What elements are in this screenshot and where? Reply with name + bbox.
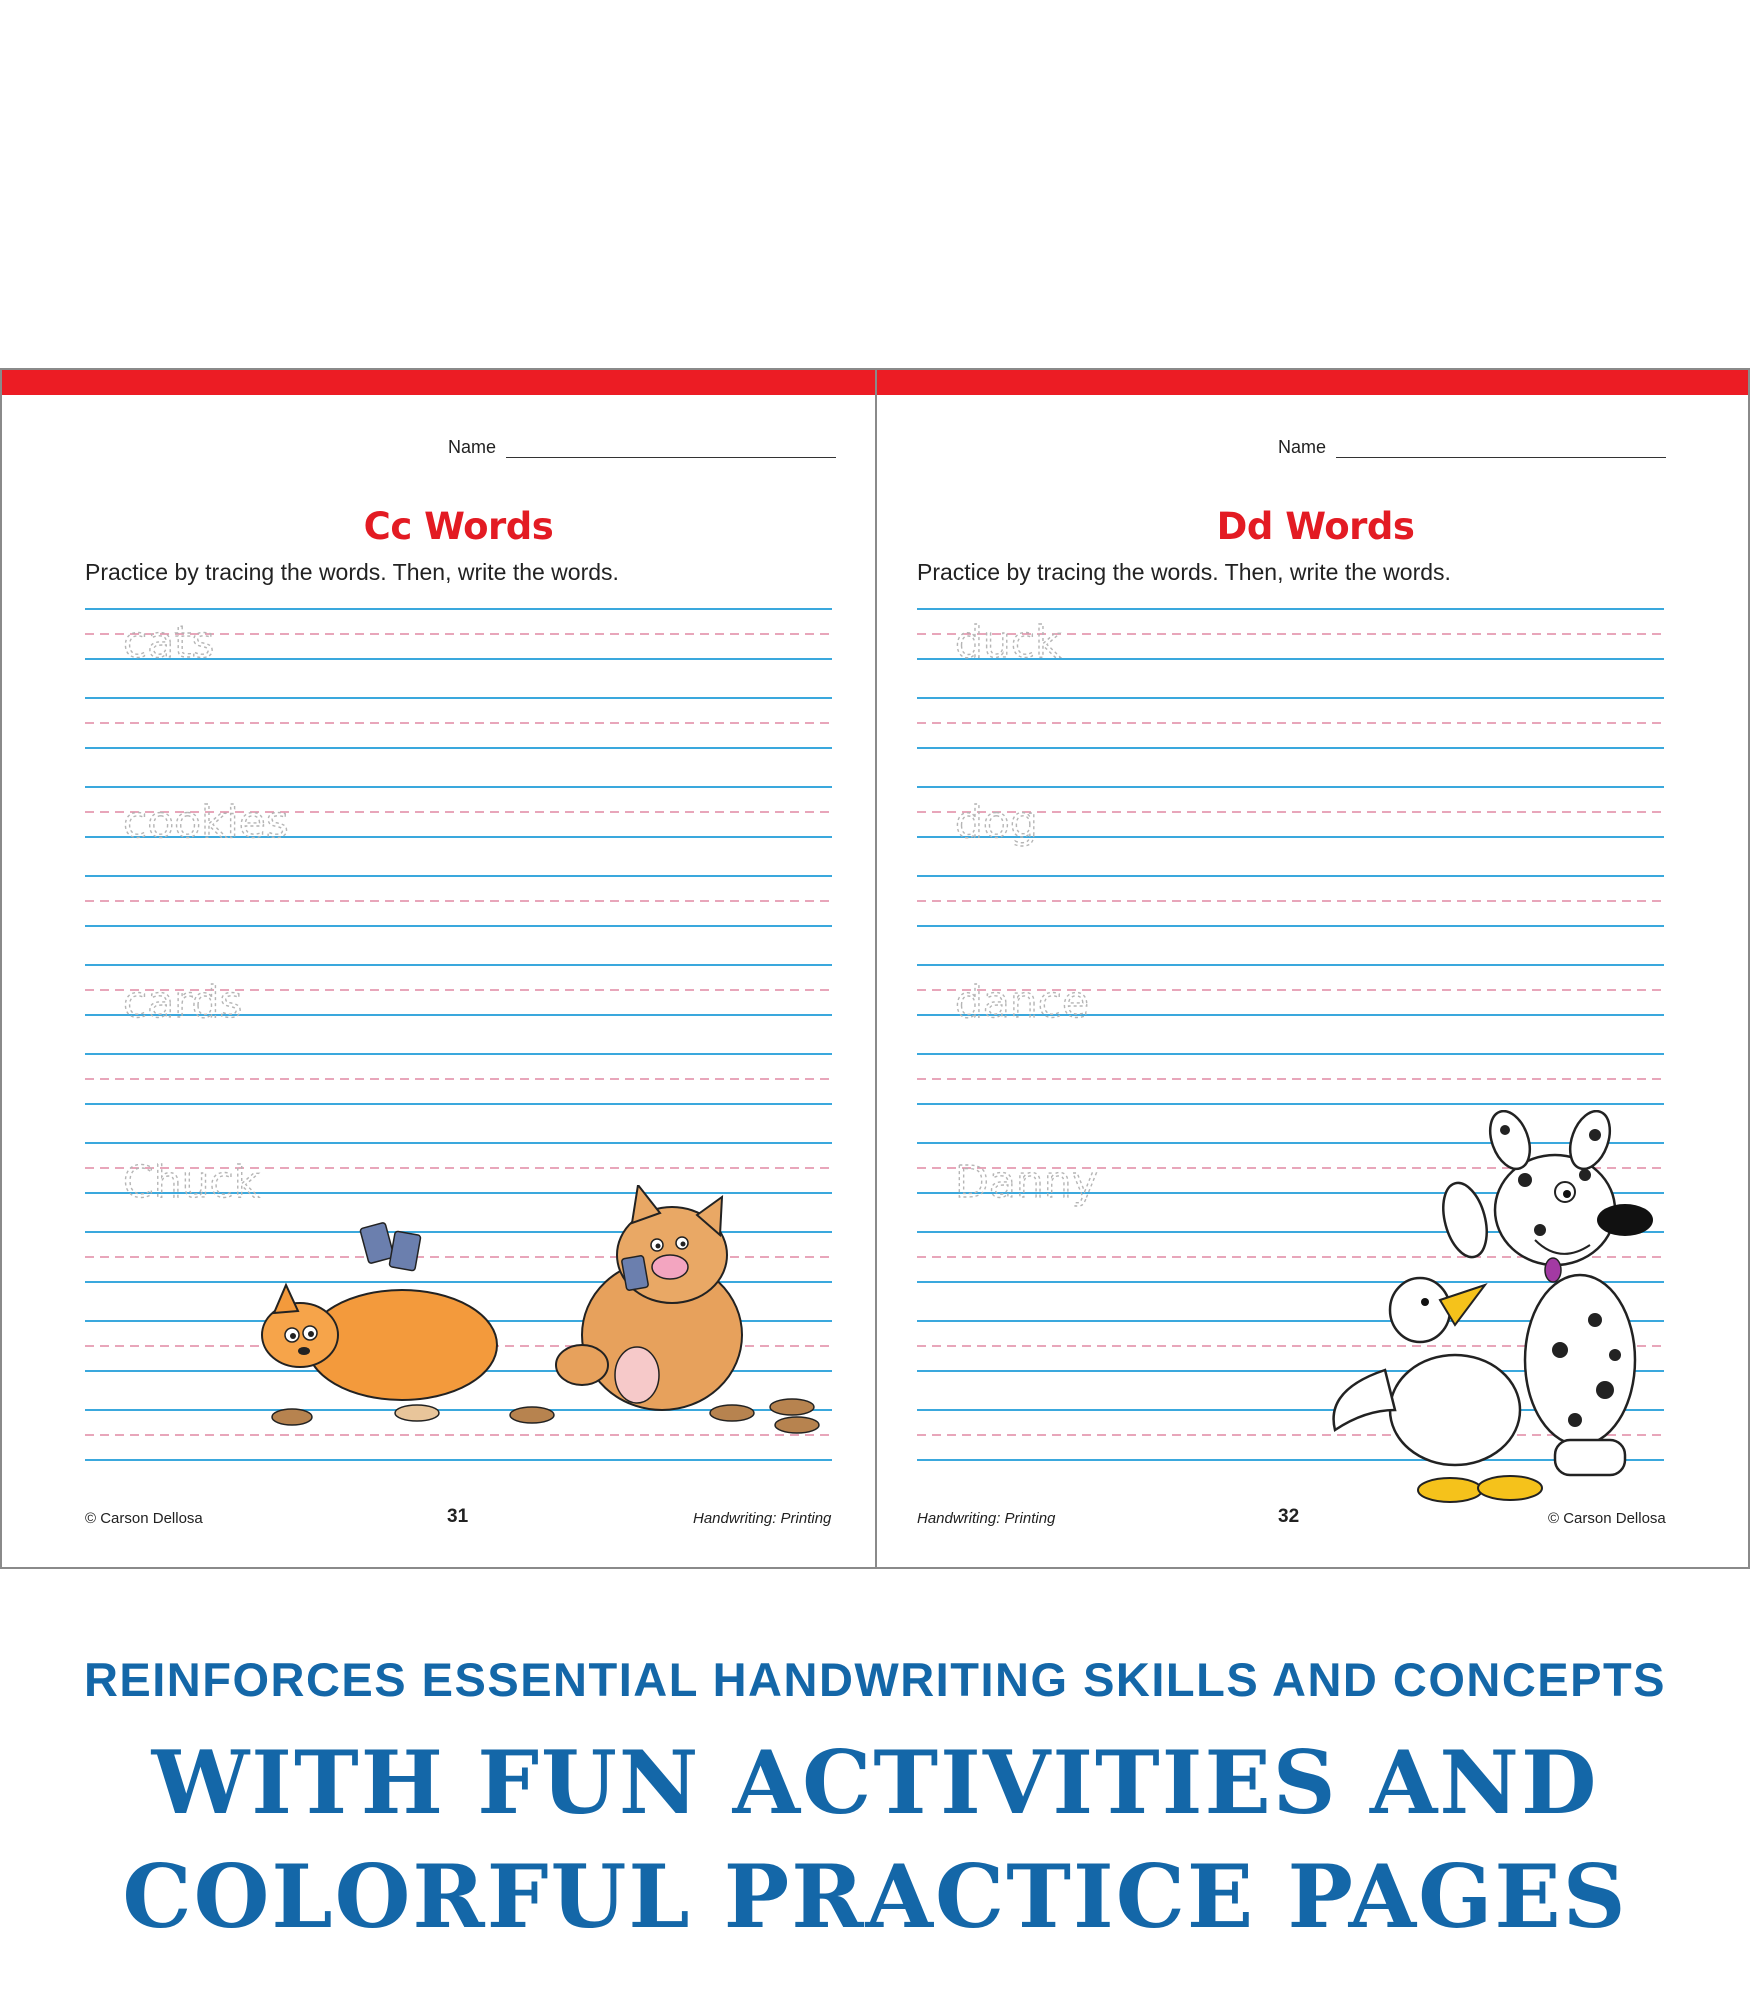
dog-and-duck-dancing-icon bbox=[1325, 1110, 1655, 1510]
footer-copyright: © Carson Dellosa bbox=[1548, 1510, 1666, 1527]
name-label: Name bbox=[448, 437, 497, 457]
trace-word: dance bbox=[955, 977, 1090, 1028]
page-number: 32 bbox=[1278, 1506, 1300, 1527]
name-field bbox=[448, 437, 836, 458]
trace-word: cards bbox=[123, 977, 243, 1028]
page-right bbox=[877, 395, 1750, 1569]
workbook-spread bbox=[0, 368, 1750, 1569]
instructions: Practice by tracing the words. Then, write the words. bbox=[917, 559, 1451, 585]
name-label: Name bbox=[1278, 437, 1327, 457]
footer-book-title: Handwriting: Printing bbox=[917, 1510, 1056, 1527]
cats-playing-cards-icon bbox=[252, 1185, 842, 1445]
trace-word: cookies bbox=[123, 797, 289, 848]
trace-word: dog bbox=[955, 797, 1038, 848]
tagline-line2: WITH FUN ACTIVITIES AND bbox=[151, 1731, 1599, 1834]
tagline-line3: COLORFUL PRACTICE PAGES bbox=[122, 1845, 1628, 1948]
page-title: Cc Words bbox=[363, 505, 554, 548]
page-title: Dd Words bbox=[1216, 505, 1415, 548]
instructions: Practice by tracing the words. Then, write the words. bbox=[85, 559, 619, 585]
trace-word: cats bbox=[123, 617, 215, 668]
page-number: 31 bbox=[447, 1506, 469, 1527]
trace-word: Chuck bbox=[123, 1157, 260, 1208]
trace-word: Danny bbox=[955, 1157, 1098, 1208]
footer-copyright: © Carson Dellosa bbox=[85, 1510, 203, 1527]
name-line bbox=[1336, 440, 1666, 458]
name-field bbox=[1278, 437, 1666, 458]
tagline-line1: REINFORCES ESSENTIAL HANDWRITING SKILLS AND CONCEPTS bbox=[83, 1653, 1667, 1706]
footer-book-title: Handwriting: Printing bbox=[693, 1510, 832, 1527]
page-left bbox=[2, 395, 875, 1569]
name-line bbox=[506, 440, 836, 458]
trace-word: duck bbox=[955, 617, 1061, 668]
